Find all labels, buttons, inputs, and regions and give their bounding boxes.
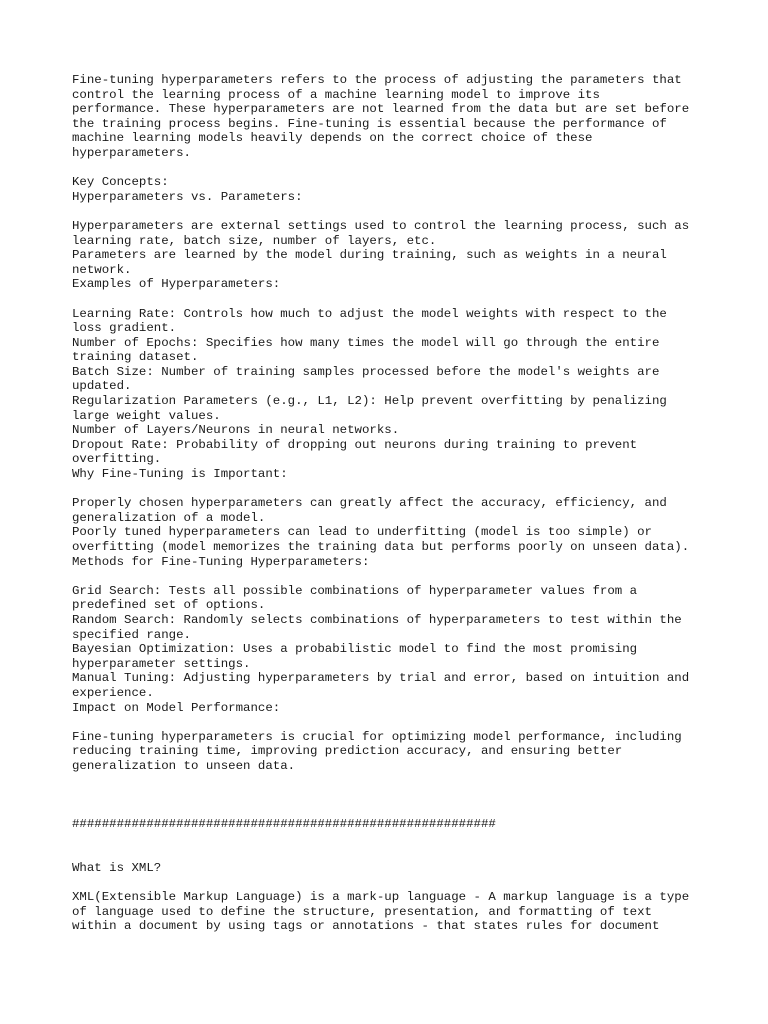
text-line: overfitting. xyxy=(72,452,162,467)
text-line: machine learning models heavily depends on the correct choice of these xyxy=(72,131,593,146)
text-line: Why Fine-Tuning is Important: xyxy=(72,467,288,482)
text-line: Poorly tuned hyperparameters can lead to underfitting (model is too simple) or xyxy=(72,525,652,540)
text-line: Batch Size: Number of training samples processed before the model's weights are xyxy=(72,364,660,379)
text-line: Parameters are learned by the model during training, such as weights in a neural xyxy=(72,248,667,263)
text-line: Key Concepts: xyxy=(72,175,169,190)
text-line: network. xyxy=(72,262,132,277)
text-line: experience. xyxy=(72,685,154,700)
text-line: ######################################################### xyxy=(72,817,496,832)
text-line: training dataset. xyxy=(72,350,199,365)
text-line: Grid Search: Tests all possible combinations of hyperparameter values from a xyxy=(72,583,638,598)
text-line: Examples of Hyperparameters: xyxy=(72,277,281,292)
text-line: loss gradient. xyxy=(72,321,177,336)
text-line: control the learning process of a machine learning model to improve its xyxy=(72,87,600,102)
text-line: hyperparameters. xyxy=(72,145,191,160)
text-line: Impact on Model Performance: xyxy=(72,700,281,715)
text-line: Hyperparameters are external settings used to control the learning process, such as xyxy=(72,218,690,233)
blank-line xyxy=(72,774,752,789)
blank-line xyxy=(72,715,752,730)
blank-line xyxy=(72,204,752,219)
blank-line xyxy=(72,569,752,584)
text-line: Properly chosen hyperparameters can greatly affect the accuracy, efficiency, and xyxy=(72,496,667,511)
text-line: hyperparameter settings. xyxy=(72,656,251,671)
text-line: generalization of a model. xyxy=(72,510,266,525)
text-line: Learning Rate: Controls how much to adjust the model weights with respect to the xyxy=(72,306,667,321)
text-line: Number of Layers/Neurons in neural networks. xyxy=(72,423,400,438)
document-page xyxy=(72,73,752,934)
blank-line xyxy=(72,876,752,891)
text-line: predefined set of options. xyxy=(72,598,266,613)
text-line: Bayesian Optimization: Uses a probabilistic model to find the most promising xyxy=(72,642,638,657)
text-line: Methods for Fine-Tuning Hyperparameters: xyxy=(72,554,370,569)
text-line: specified range. xyxy=(72,627,191,642)
text-line: Random Search: Randomly selects combinations of hyperparameters to test within the xyxy=(72,612,682,627)
text-line: overfitting (model memorizes the training data but performs poorly on unseen data). xyxy=(72,540,690,554)
text-line: Regularization Parameters (e.g., L1, L2): Help prevent overfitting by penalizing xyxy=(72,394,667,409)
text-line: Hyperparameters vs. Parameters: xyxy=(72,189,303,204)
blank-line xyxy=(72,292,752,307)
text-line: Fine-tuning hyperparameters is crucial for optimizing model performance, including xyxy=(72,729,682,744)
text-line: Manual Tuning: Adjusting hyperparameters by trial and error, based on intuition and xyxy=(72,671,690,686)
text-line: performance. These hyperparameters are not learned from the data but are set before xyxy=(72,102,690,117)
text-line: of language used to define the structure, presentation, and formatting of text xyxy=(72,904,652,919)
blank-line xyxy=(72,161,752,176)
blank-line xyxy=(72,482,752,497)
blank-line xyxy=(72,832,752,847)
text-line: Dropout Rate: Probability of dropping out neurons during training to prevent xyxy=(72,437,638,452)
text-line: generalization to unseen data. xyxy=(72,758,296,773)
text-line: What is XML? xyxy=(72,861,162,876)
text-line: updated. xyxy=(72,379,132,394)
text-line: large weight values. xyxy=(72,408,221,423)
text-line: Number of Epochs: Specifies how many times the model will go through the entire xyxy=(72,335,660,350)
text-line: within a document by using tags or annotations - that states rules for document xyxy=(72,919,660,934)
text-line: the training process begins. Fine-tuning is essential because the performance of xyxy=(72,116,667,131)
text-line: reducing training time, improving prediction accuracy, and ensuring better xyxy=(72,744,623,759)
text-line: Fine-tuning hyperparameters refers to the process of adjusting the parameters that xyxy=(72,73,682,87)
blank-line xyxy=(72,788,752,803)
blank-line xyxy=(72,803,752,818)
text-line: learning rate, batch size, number of layers, etc. xyxy=(72,233,437,248)
text-line: XML(Extensible Markup Language) is a mark-up language - A markup language is a type xyxy=(72,890,690,905)
blank-line xyxy=(72,846,752,861)
